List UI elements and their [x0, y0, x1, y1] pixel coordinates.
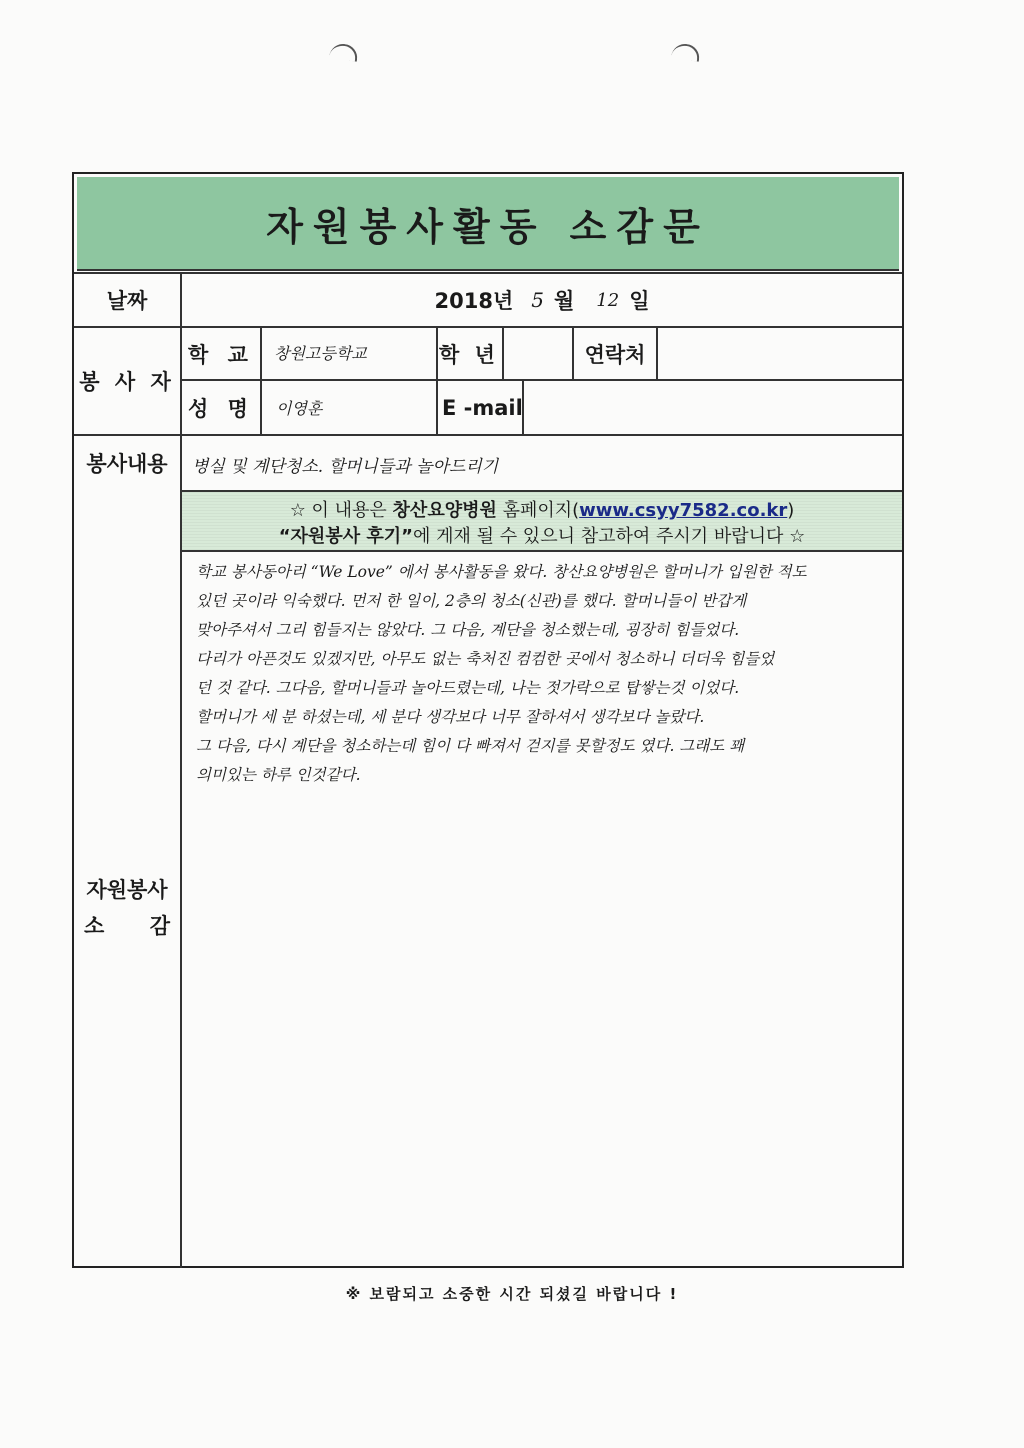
- homepage-link[interactable]: www.csyy7582.co.kr: [579, 500, 788, 521]
- notice-review: “자원봉사 후기”: [278, 526, 413, 547]
- binder-hole-right: [671, 42, 701, 62]
- essay-line: 있던 곳이라 익숙했다. 먼저 한 일이, 2층의 청소(신관)를 했다. 할머니들이 반갑게: [196, 592, 747, 610]
- email-label: E -mail: [442, 395, 523, 420]
- volunteer-form: [72, 172, 904, 1268]
- grade-label: 학 년: [439, 342, 499, 367]
- school-value: 창원고등학교: [274, 344, 367, 363]
- impressions-text: [196, 558, 886, 790]
- rule: [656, 326, 658, 380]
- name-label: 성 명: [188, 396, 254, 421]
- impressions-label: [74, 874, 180, 940]
- contact-label: 연락처: [584, 342, 646, 367]
- notice-text: ☆ 이 내용은: [289, 500, 393, 521]
- date-value: [182, 274, 902, 326]
- notice-hospital: 창산요양병원: [392, 500, 497, 521]
- essay-line: 그 다음, 다시 계단을 청소하는데 힘이 다 빠져서 걷지를 못할정도 였다. 그래도 꽤: [196, 737, 745, 755]
- notice-line-2: [182, 522, 902, 548]
- impressions-label-line2: [74, 904, 180, 940]
- date-year: 2018년: [434, 289, 514, 313]
- rule: [182, 379, 902, 381]
- notice-text: ): [787, 500, 795, 521]
- rule: [260, 326, 262, 434]
- date-label: 날짜: [106, 289, 148, 313]
- school-label: 학 교: [188, 342, 254, 367]
- name-value: 이영훈: [276, 399, 323, 418]
- notice-text: 홈페이지(: [496, 500, 580, 521]
- date-month-unit: 월: [553, 289, 575, 313]
- notice-band: [182, 490, 902, 552]
- content-value: 병실 및 계단청소. 할머니들과 놀아드리기: [192, 457, 499, 477]
- impressions-label-gam: 감: [149, 914, 170, 938]
- notice-line-1: [182, 496, 902, 522]
- rule: [502, 326, 504, 380]
- date-day-unit: 일: [629, 289, 650, 313]
- impressions-label-so: 소: [84, 914, 105, 938]
- essay-line: 던 것 같다. 그다음, 할머니들과 놀아드렸는데, 나는 젓가락으로 탑쌓는것 이었다.: [196, 679, 740, 697]
- content-label: 봉사내용: [86, 452, 168, 476]
- essay-line: 할머니가 세 분 하셨는데, 세 분다 생각보다 너무 잘하셔서 생각보다 놀랐다.: [196, 708, 705, 726]
- essay-line: 의미있는 하루 인것같다.: [196, 766, 361, 784]
- binder-hole-left: [329, 42, 359, 62]
- rule: [74, 434, 902, 436]
- essay-line: 학교 봉사동아리 “We Love” 에서 봉사활동을 왔다. 창산요양병원은 할머니가 입원한 적도: [196, 563, 807, 581]
- impressions-label-line1: 자원봉사: [86, 878, 168, 902]
- date-day: 12: [596, 289, 620, 311]
- essay-line: 맞아주셔서 그리 힘들지는 않았다. 그 다음, 계단을 청소했는데, 굉장히 힘들었다.: [196, 621, 740, 639]
- notice-text: 에 게재 될 수 있으니 참고하여 주시기 바랍니다 ☆: [412, 526, 806, 547]
- date-month: 5: [531, 288, 544, 312]
- essay-line: 다리가 아픈것도 있겠지만, 아무도 없는 축처진 컴컴한 곳에서 청소하니 더더욱 힘들었: [196, 650, 775, 668]
- volunteer-label: 봉 사 자: [79, 370, 175, 394]
- form-title: 자원봉사활동 소감문: [77, 177, 899, 271]
- footer-message: ※ 보람되고 소중한 시간 되셨길 바랍니다 !: [345, 1285, 679, 1303]
